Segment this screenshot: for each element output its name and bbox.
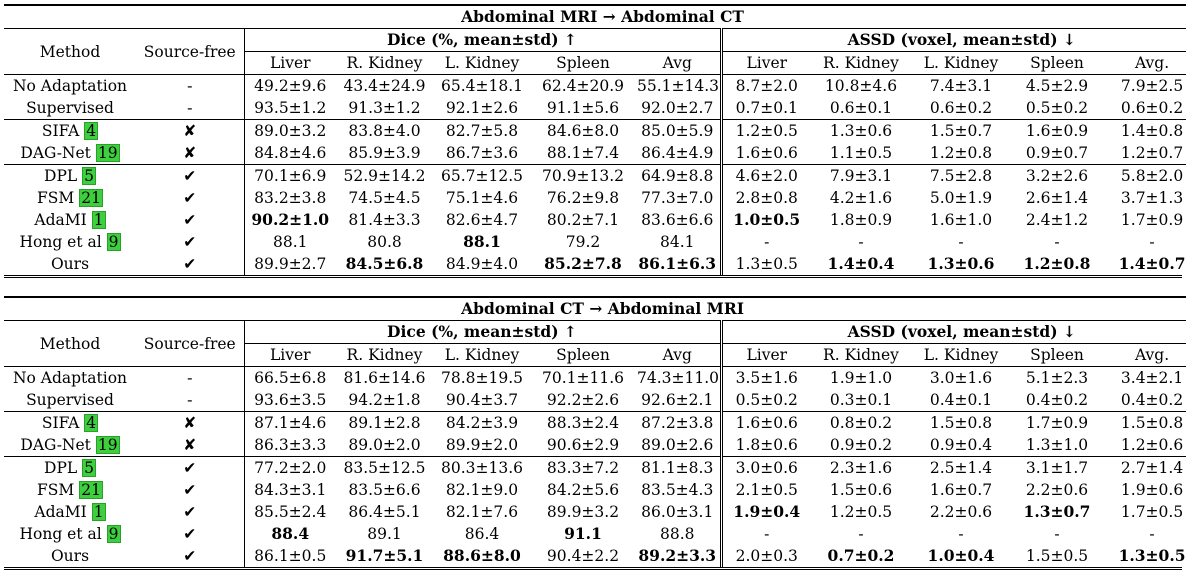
dice-value: 70.1±11.6 xyxy=(531,367,635,390)
assd-value: 1.3±0.5 xyxy=(1118,546,1186,565)
method-name: AdaMI xyxy=(34,211,87,229)
method-name: FSM xyxy=(37,481,75,499)
source-free-mark: - xyxy=(136,75,244,98)
citation-link[interactable]: 1 xyxy=(93,211,104,229)
method-cell xyxy=(4,231,136,253)
dice-value: 86.4±4.9 xyxy=(641,144,714,162)
assd-value: 0.5±0.2 xyxy=(1025,99,1089,117)
assd-header: ASSD (voxel, mean±std) ↓ xyxy=(721,321,1186,344)
dice-value: 84.8±4.6 xyxy=(244,142,336,165)
assd-column-header: R. Kidney xyxy=(811,344,911,367)
assd-value: 5.0±1.9 xyxy=(929,189,993,207)
method-cell xyxy=(4,97,136,120)
assd-value: 1.2±0.5 xyxy=(721,120,811,143)
method-name: Hong et al xyxy=(19,525,102,543)
assd-value: 2.6±1.4 xyxy=(1025,189,1089,207)
source-free-mark: ✔ xyxy=(183,481,197,499)
dice-value: 83.6±6.6 xyxy=(641,211,714,229)
dice-value: 82.7±5.8 xyxy=(433,120,531,143)
assd-value: 1.0±0.5 xyxy=(721,209,811,231)
dice-value: 89.1 xyxy=(367,525,402,543)
dice-value: 84.1 xyxy=(659,233,695,251)
assd-value: 1.6±0.6 xyxy=(721,412,811,435)
assd-header: ASSD (voxel, mean±std) ↓ xyxy=(721,29,1186,52)
dice-column-header: R. Kidney xyxy=(336,344,433,367)
source-free-mark: ✘ xyxy=(136,412,244,435)
citation-link[interactable]: 4 xyxy=(86,122,97,140)
assd-value: 1.9±0.6 xyxy=(1120,481,1184,499)
source-free-header: Source-free xyxy=(136,321,244,367)
assd-value: 1.7±0.9 xyxy=(1011,412,1103,435)
dice-value: 89.1±2.8 xyxy=(336,412,433,435)
dice-value: 62.4±20.9 xyxy=(531,75,635,98)
method-name: Ours xyxy=(50,255,90,273)
citation-link[interactable]: 1 xyxy=(93,503,104,521)
citation-link[interactable]: 9 xyxy=(108,233,119,251)
assd-value: 1.7±0.5 xyxy=(1120,503,1184,521)
dice-value: 84.6±8.0 xyxy=(531,120,635,143)
assd-value: - xyxy=(958,233,964,251)
dice-value: 86.0±3.1 xyxy=(641,503,714,521)
dice-column-header: R. Kidney xyxy=(336,52,433,75)
method-name: FSM xyxy=(37,189,75,207)
method-cell xyxy=(4,209,136,231)
assd-value: 0.7±0.1 xyxy=(721,97,811,120)
dice-header: Dice (%, mean±std) ↑ xyxy=(244,321,721,344)
assd-value: 0.7±0.2 xyxy=(827,546,895,565)
assd-value: 2.0±0.3 xyxy=(721,545,811,567)
assd-value: 1.7±0.9 xyxy=(1120,211,1184,229)
assd-column-header: Spleen xyxy=(1011,52,1103,75)
assd-value: - xyxy=(721,523,811,545)
dice-value: 88.1 xyxy=(244,231,336,253)
table-row xyxy=(4,165,1186,188)
dice-value: 88.3±2.4 xyxy=(531,412,635,435)
dice-column-header: Spleen xyxy=(531,344,635,367)
assd-value: 7.9±3.1 xyxy=(811,165,911,188)
dice-value: 86.4±5.1 xyxy=(348,503,421,521)
assd-value: - xyxy=(1149,525,1155,543)
dice-value: 77.3±7.0 xyxy=(641,189,714,207)
dice-column-header: Avg xyxy=(635,344,721,367)
assd-value: 1.5±0.6 xyxy=(829,481,893,499)
source-free-mark: ✘ xyxy=(183,436,197,454)
dice-value: 92.2±2.6 xyxy=(546,391,620,409)
dice-value: 90.4±3.7 xyxy=(445,391,519,409)
method-name: DPL xyxy=(44,167,78,185)
dice-value: 93.6±3.5 xyxy=(244,389,336,412)
dice-value: 91.1 xyxy=(564,524,602,543)
assd-value: 0.9±0.4 xyxy=(929,436,993,454)
source-free-mark: - xyxy=(136,367,244,390)
assd-value: 1.6±0.7 xyxy=(929,481,993,499)
assd-value: 1.2±0.6 xyxy=(1120,436,1184,454)
dice-value: 84.5±6.8 xyxy=(345,254,424,273)
table-row xyxy=(4,120,1186,143)
dice-value: 86.1±6.3 xyxy=(638,254,717,273)
method-header: Method xyxy=(4,29,136,75)
dice-value: 83.5±6.6 xyxy=(348,481,421,499)
method-name: SIFA xyxy=(41,122,80,140)
method-cell xyxy=(4,479,136,501)
dice-value: 84.3±3.1 xyxy=(244,479,336,501)
assd-value: 1.6±1.0 xyxy=(929,211,993,229)
dice-value: 92.6±2.1 xyxy=(641,391,714,409)
source-free-mark: ✔ xyxy=(183,189,197,207)
dice-value: 84.2±5.6 xyxy=(546,481,620,499)
dice-value: 88.4 xyxy=(244,523,336,545)
source-free-mark: ✘ xyxy=(136,120,244,143)
assd-value: 3.0±0.6 xyxy=(721,457,811,480)
dice-value: 55.1±14.3 xyxy=(635,75,721,98)
assd-value: 3.2±2.6 xyxy=(1011,165,1103,188)
dice-value: 92.1±2.6 xyxy=(445,99,519,117)
method-name: Hong et al xyxy=(19,233,102,251)
source-free-mark: - xyxy=(186,391,193,409)
dice-value: 76.2±9.8 xyxy=(546,189,620,207)
table-row xyxy=(4,389,1186,412)
assd-value: 2.2±0.6 xyxy=(929,503,993,521)
method-cell xyxy=(4,457,136,480)
assd-value: 7.4±3.1 xyxy=(911,75,1011,98)
method-name: AdaMI xyxy=(34,503,87,521)
assd-value: 0.8±0.2 xyxy=(811,412,911,435)
method-header: Method xyxy=(4,321,136,367)
assd-value: 0.6±0.2 xyxy=(1120,99,1184,117)
assd-value: 1.8±0.6 xyxy=(721,434,811,457)
dice-value: 80.3±13.6 xyxy=(433,457,531,480)
table-row xyxy=(4,187,1186,209)
dice-column-header: Liver xyxy=(244,52,336,75)
dice-value: 91.7±5.1 xyxy=(345,546,424,565)
table-row xyxy=(4,457,1186,480)
table-bottom-rule xyxy=(4,567,1182,570)
dice-value: 75.1±4.6 xyxy=(445,189,519,207)
table-row xyxy=(4,253,1186,275)
assd-value: 1.2±0.8 xyxy=(1023,254,1091,273)
assd-value: 8.7±2.0 xyxy=(721,75,811,98)
method-cell xyxy=(4,253,136,275)
method-name: Supervised xyxy=(26,391,114,409)
assd-value: 1.4±0.7 xyxy=(1118,254,1186,273)
assd-value: 4.6±2.0 xyxy=(721,165,811,188)
results-table xyxy=(4,296,1186,567)
assd-value: 0.6±0.1 xyxy=(829,99,893,117)
dice-value: 86.4 xyxy=(464,525,500,543)
table-row xyxy=(4,97,1186,120)
assd-value: 1.4±0.4 xyxy=(827,254,895,273)
dice-value: 78.8±19.5 xyxy=(433,367,531,390)
assd-value: 1.3±0.5 xyxy=(721,253,811,275)
dice-value: 52.9±14.2 xyxy=(336,165,433,188)
dice-column-header: Spleen xyxy=(531,52,635,75)
method-name: DAG-Net xyxy=(20,144,91,162)
assd-value: 2.3±1.6 xyxy=(811,457,911,480)
dice-value: 89.9±2.7 xyxy=(244,253,336,275)
assd-value: - xyxy=(858,233,864,251)
dice-value: 82.6±4.7 xyxy=(445,211,519,229)
dice-value: 65.7±12.5 xyxy=(433,165,531,188)
assd-value: 0.3±0.1 xyxy=(829,391,893,409)
table-title: Abdominal CT → Abdominal MRI xyxy=(4,297,1186,321)
dice-value: 74.3±11.0 xyxy=(635,367,721,390)
dice-value: 83.5±12.5 xyxy=(336,457,433,480)
dice-value: 82.1±9.0 xyxy=(445,481,519,499)
dice-value: 86.7±3.6 xyxy=(445,144,519,162)
assd-value: - xyxy=(1054,233,1060,251)
assd-column-header: Avg. xyxy=(1103,344,1186,367)
dice-value: 80.8 xyxy=(367,233,402,251)
table-row xyxy=(4,434,1186,457)
assd-value: 2.5±1.4 xyxy=(911,457,1011,480)
dice-value: 85.2±7.8 xyxy=(544,254,622,273)
dice-value: 81.4±3.3 xyxy=(348,211,421,229)
citation-link[interactable]: 5 xyxy=(84,167,94,185)
dice-value: 85.0±5.9 xyxy=(635,120,721,143)
method-cell xyxy=(4,412,136,435)
dice-value: 88.8 xyxy=(659,525,695,543)
assd-value: 1.3±0.7 xyxy=(1023,502,1091,521)
dice-value: 89.0±3.2 xyxy=(244,120,336,143)
assd-value: 0.4±0.1 xyxy=(929,391,993,409)
table-row xyxy=(4,75,1186,98)
method-cell xyxy=(4,187,136,209)
assd-value: 1.5±0.8 xyxy=(911,412,1011,435)
dice-value: 80.2±7.1 xyxy=(546,211,620,229)
dice-value: 86.1±0.5 xyxy=(244,545,336,567)
assd-value: 1.3±0.6 xyxy=(927,254,995,273)
dice-value: 90.6±2.9 xyxy=(546,436,620,454)
assd-value: 4.2±1.6 xyxy=(829,189,893,207)
source-free-mark: ✔ xyxy=(183,233,197,251)
source-free-mark: ✔ xyxy=(183,547,197,565)
dice-value: 74.5±4.5 xyxy=(348,189,421,207)
assd-value: 5.1±2.3 xyxy=(1011,367,1103,390)
dice-column-header: L. Kidney xyxy=(433,344,531,367)
assd-value: 5.8±2.0 xyxy=(1103,165,1186,188)
dice-value: 88.1 xyxy=(463,232,501,251)
dice-value: 89.9±2.0 xyxy=(445,436,519,454)
assd-value: 1.9±0.4 xyxy=(721,501,811,523)
dice-value: 81.1±8.3 xyxy=(635,457,721,480)
method-name: Supervised xyxy=(26,99,114,117)
table-bottom-rule xyxy=(4,275,1182,278)
table-row xyxy=(4,501,1186,523)
assd-value: - xyxy=(958,525,964,543)
assd-value: 2.7±1.4 xyxy=(1103,457,1186,480)
method-cell xyxy=(4,75,136,98)
assd-value: 1.2±0.8 xyxy=(929,144,993,162)
method-cell xyxy=(4,367,136,390)
assd-value: 0.9±0.7 xyxy=(1025,144,1089,162)
assd-value: 1.5±0.7 xyxy=(911,120,1011,143)
dice-value: 92.0±2.7 xyxy=(641,99,714,117)
dice-column-header: L. Kidney xyxy=(433,52,531,75)
dice-value: 79.2 xyxy=(565,233,601,251)
method-cell xyxy=(4,501,136,523)
assd-value: 1.6±0.9 xyxy=(1011,120,1103,143)
dice-value: 84.9±4.0 xyxy=(445,255,519,273)
source-free-mark: ✔ xyxy=(183,503,197,521)
dice-value: 81.6±14.6 xyxy=(336,367,433,390)
dice-value: 65.4±18.1 xyxy=(433,75,531,98)
citation-link[interactable]: 19 xyxy=(97,144,118,162)
table-row xyxy=(4,367,1186,390)
dice-column-header: Liver xyxy=(244,344,336,367)
assd-column-header: L. Kidney xyxy=(911,52,1011,75)
assd-value: - xyxy=(721,231,811,253)
assd-value: 3.0±1.6 xyxy=(911,367,1011,390)
dice-value: 89.2±3.3 xyxy=(638,546,717,565)
assd-value: 1.1±0.5 xyxy=(829,144,893,162)
table-row xyxy=(4,231,1186,253)
assd-value: 1.2±0.7 xyxy=(1120,144,1184,162)
table-row xyxy=(4,479,1186,501)
dice-value: 86.3±3.3 xyxy=(244,434,336,457)
results-table xyxy=(4,4,1186,275)
citation-link[interactable]: 5 xyxy=(84,459,94,477)
source-free-mark: ✔ xyxy=(136,457,244,480)
dice-value: 87.1±4.6 xyxy=(244,412,336,435)
method-cell xyxy=(4,120,136,143)
dice-value: 43.4±24.9 xyxy=(336,75,433,98)
assd-value: 2.8±0.8 xyxy=(721,187,811,209)
assd-column-header: Spleen xyxy=(1011,344,1103,367)
assd-value: 1.5±0.5 xyxy=(1025,547,1089,565)
source-free-mark: ✔ xyxy=(183,525,197,543)
source-free-mark: ✘ xyxy=(183,144,197,162)
dice-value: 85.9±3.9 xyxy=(348,144,421,162)
table-row xyxy=(4,209,1186,231)
method-name: SIFA xyxy=(41,414,80,432)
table-row xyxy=(4,142,1186,165)
assd-value: 1.8±0.9 xyxy=(829,211,893,229)
table-row xyxy=(4,412,1186,435)
dice-value: 64.9±8.8 xyxy=(635,165,721,188)
dice-value: 89.0±2.6 xyxy=(641,436,714,454)
assd-column-header: Avg. xyxy=(1103,52,1186,75)
assd-value: 2.1±0.5 xyxy=(721,479,811,501)
assd-column-header: R. Kidney xyxy=(811,52,911,75)
method-name: DPL xyxy=(44,459,78,477)
assd-value: 0.6±0.2 xyxy=(929,99,993,117)
dice-value: 70.9±13.2 xyxy=(531,165,635,188)
dice-value: 49.2±9.6 xyxy=(244,75,336,98)
assd-value: - xyxy=(1054,525,1060,543)
assd-value: - xyxy=(1149,233,1155,251)
assd-value: 3.1±1.7 xyxy=(1011,457,1103,480)
assd-value: 1.6±0.6 xyxy=(721,142,811,165)
dice-value: 82.1±7.6 xyxy=(445,503,519,521)
citation-link[interactable]: 4 xyxy=(86,414,97,432)
dice-value: 83.5±4.3 xyxy=(641,481,714,499)
method-cell xyxy=(4,523,136,545)
assd-value: 1.0±0.4 xyxy=(927,546,995,565)
citation-link[interactable]: 19 xyxy=(97,436,118,454)
assd-value: 3.5±1.6 xyxy=(721,367,811,390)
method-cell xyxy=(4,389,136,412)
dice-header: Dice (%, mean±std) ↑ xyxy=(244,29,721,52)
dice-value: 83.8±4.0 xyxy=(336,120,433,143)
dice-value: 70.1±6.9 xyxy=(244,165,336,188)
method-cell xyxy=(4,142,136,165)
source-free-mark: ✔ xyxy=(136,165,244,188)
method-name: No Adaptation xyxy=(12,369,128,387)
dice-value: 87.2±3.8 xyxy=(635,412,721,435)
table-title: Abdominal MRI → Abdominal CT xyxy=(4,5,1186,29)
assd-value: 1.3±0.6 xyxy=(811,120,911,143)
assd-column-header: Liver xyxy=(721,344,811,367)
source-free-mark: - xyxy=(186,99,193,117)
assd-value: - xyxy=(858,525,864,543)
method-name: DAG-Net xyxy=(20,436,91,454)
source-free-header: Source-free xyxy=(136,29,244,75)
source-free-mark: ✔ xyxy=(183,255,197,273)
dice-value: 90.4±2.2 xyxy=(546,547,620,565)
citation-link[interactable]: 9 xyxy=(108,525,119,543)
assd-value: 0.4±0.2 xyxy=(1120,391,1184,409)
assd-value: 1.5±0.8 xyxy=(1103,412,1186,435)
table-row xyxy=(4,523,1186,545)
assd-value: 3.7±1.3 xyxy=(1120,189,1184,207)
dice-value: 83.3±7.2 xyxy=(531,457,635,480)
dice-value: 89.9±3.2 xyxy=(546,503,620,521)
assd-value: 0.5±0.2 xyxy=(721,389,811,412)
dice-value: 91.1±5.6 xyxy=(546,99,620,117)
assd-value: 7.9±2.5 xyxy=(1103,75,1186,98)
assd-value: 7.5±2.8 xyxy=(911,165,1011,188)
dice-value: 88.6±8.0 xyxy=(443,546,521,565)
assd-value: 10.8±4.6 xyxy=(811,75,911,98)
dice-value: 84.2±3.9 xyxy=(433,412,531,435)
dice-value: 83.2±3.8 xyxy=(244,187,336,209)
assd-column-header: Liver xyxy=(721,52,811,75)
dice-value: 85.5±2.4 xyxy=(244,501,336,523)
method-name: Ours xyxy=(50,547,90,565)
assd-column-header: L. Kidney xyxy=(911,344,1011,367)
assd-value: 1.3±1.0 xyxy=(1025,436,1089,454)
assd-value: 3.4±2.1 xyxy=(1103,367,1186,390)
assd-value: 2.2±0.6 xyxy=(1025,481,1089,499)
dice-value: 91.3±1.2 xyxy=(348,99,421,117)
assd-value: 0.4±0.2 xyxy=(1025,391,1089,409)
dice-value: 77.2±2.0 xyxy=(244,457,336,480)
assd-value: 1.4±0.8 xyxy=(1103,120,1186,143)
assd-value: 4.5±2.9 xyxy=(1011,75,1103,98)
assd-value: 0.9±0.2 xyxy=(829,436,893,454)
dice-column-header: Avg xyxy=(635,52,721,75)
method-cell xyxy=(4,545,136,567)
assd-value: 1.9±1.0 xyxy=(811,367,911,390)
assd-value: 2.4±1.2 xyxy=(1025,211,1089,229)
citation-link[interactable]: 21 xyxy=(81,189,101,207)
method-cell xyxy=(4,434,136,457)
table-row xyxy=(4,545,1186,567)
dice-value: 93.5±1.2 xyxy=(244,97,336,120)
source-free-mark: ✔ xyxy=(183,211,197,229)
dice-value: 90.2±1.0 xyxy=(244,209,336,231)
citation-link[interactable]: 21 xyxy=(81,481,101,499)
dice-value: 89.0±2.0 xyxy=(348,436,421,454)
assd-value: 1.2±0.5 xyxy=(829,503,893,521)
dice-value: 88.1±7.4 xyxy=(546,144,620,162)
method-cell xyxy=(4,165,136,188)
dice-value: 94.2±1.8 xyxy=(348,391,421,409)
method-name: No Adaptation xyxy=(12,77,128,95)
dice-value: 66.5±6.8 xyxy=(244,367,336,390)
